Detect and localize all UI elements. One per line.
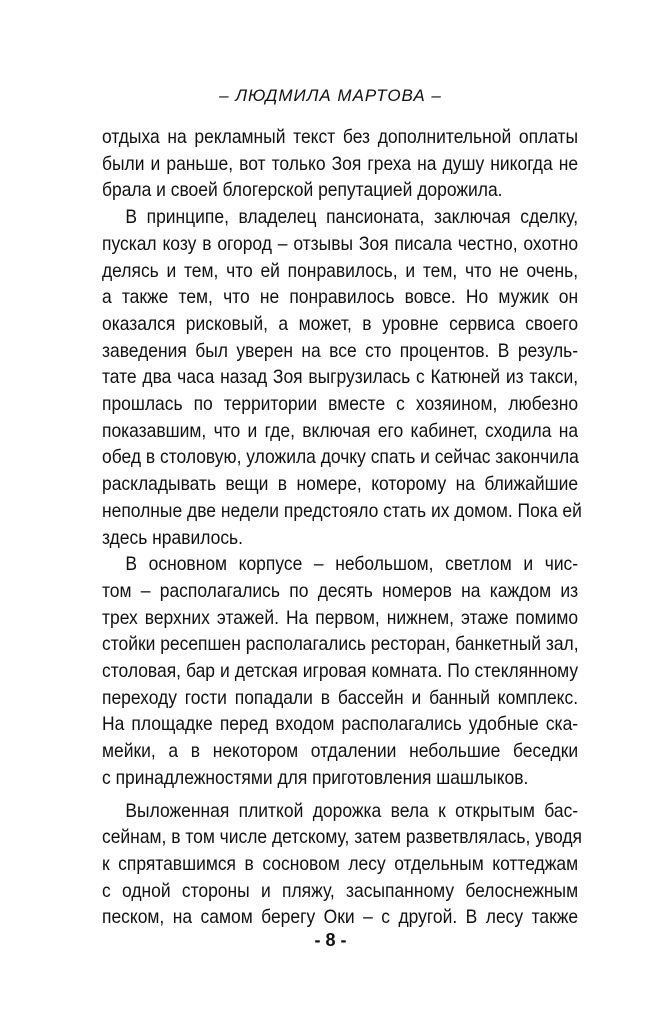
paragraph <box>102 798 582 932</box>
text-line: В основном корпусе – небольшом, светлом и чис- <box>125 553 579 576</box>
text-line: отдыха на рекламный текст без дополнительной оплаты <box>102 126 579 148</box>
text-line: показавшим, что и где, включая его кабинет, сходила на <box>102 419 579 442</box>
text-line: прошлась по территории вместе с хозяином, любезно <box>102 393 579 416</box>
text-line: раскладывать вещи в номере, которому на ближайшие <box>102 473 579 496</box>
text-line: брала и своей блогерской репутацией дорожила. <box>102 179 503 202</box>
text-line: сейнам, в том числе детскому, затем разветвлялась, уводя <box>102 826 582 849</box>
text-line: мейки, а в некотором отдалении небольшие беседки <box>102 740 579 763</box>
text-line: стойки ресепшен располагались ресторан, банкетный зал, <box>102 633 579 656</box>
text-line: песком, на самом берегу Оки – с другой. В лесу также <box>102 906 579 929</box>
text-line: к спрятавшимся в сосновом лесу отдельным коттеджам <box>102 852 579 875</box>
text-line: На площадке перед входом располагались удобные ска- <box>102 713 579 736</box>
paragraph <box>102 204 582 551</box>
page-number: - 8 - <box>314 930 347 950</box>
paragraph <box>102 551 578 791</box>
text-line: трех верхних этажей. На первом, нижнем, этаже помимо <box>102 606 579 629</box>
text-line: пускал козу в огород – отзывы Зоя писала честно, охотно <box>102 232 579 255</box>
text-line: с одной стороны и пляжу, засыпанному белоснежным <box>102 879 579 902</box>
text-line: том – располагались по десять номеров на каждом из <box>102 579 579 602</box>
text-line: неполные две недели предстояло стать их домом. Пока ей <box>102 499 582 522</box>
text-line: заведения был уверен на все сто процентов. В резуль- <box>102 339 579 362</box>
text-line: делясь и тем, что ей понравилось, и тем, что не очень, <box>102 259 579 282</box>
paragraph <box>102 124 578 204</box>
body-text <box>102 124 582 931</box>
text-line: оказался рисковый, а может, в уровне сервиса своего <box>102 312 579 335</box>
text-line: здесь нравилось. <box>102 526 244 549</box>
text-line: а также тем, что не понравилось вовсе. Но мужик он <box>102 286 579 309</box>
text-line: с принадлежностями для приготовления шашлыков. <box>102 766 529 789</box>
text-line: столовая, бар и детская игровая комната. По стеклянному <box>102 660 579 683</box>
text-line: тате два часа назад Зоя выгрузилась с Катюней из такси, <box>102 366 579 389</box>
running-header: – ЛЮДМИЛА МАРТОВА – <box>219 86 442 105</box>
text-line: были и раньше, вот только Зоя греха на душу никогда не <box>102 152 579 175</box>
text-line: обед в столовую, уложила дочку спать и сейчас закончила <box>102 446 579 469</box>
text-line: переходу гости попадали в бассейн и банный комплекс. <box>102 686 579 709</box>
text-line: В принципе, владелец пансионата, заключая сделку, <box>125 206 579 229</box>
text-line: Выложенная плиткой дорожка вела к открытым бас- <box>125 799 579 822</box>
